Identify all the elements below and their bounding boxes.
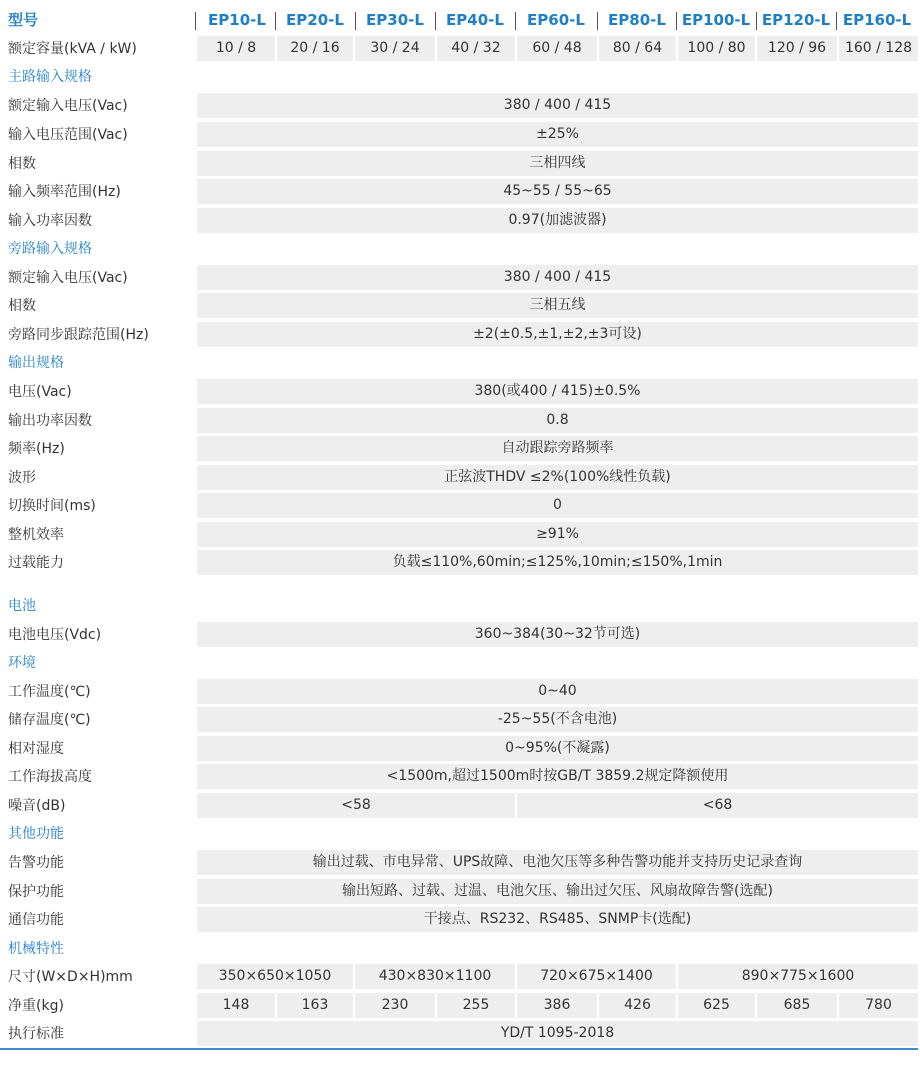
weight-ep40: 255 [437,993,515,1018]
capacity-ep10: 10 / 8 [197,36,275,61]
spec-value: 干接点、RS232、RS485、SNMP卡(选配) [197,907,918,932]
spec-value: 自动跟踪旁路频率 [197,436,918,461]
spec-value: 0.8 [197,408,918,433]
spec-value: 三相四线 [197,151,918,176]
section-title-environment: 环境 [8,655,36,671]
bottom-divider [0,1048,918,1050]
section-title-bypass-input: 旁路输入规格 [8,241,92,257]
spec-value: 45~55 / 55~65 [197,179,918,204]
spec-label: 波形 [8,470,36,486]
spec-row [0,92,918,120]
section-title-other: 其他功能 [8,826,64,842]
spec-row [0,150,918,178]
spec-row [0,121,918,149]
model-ep40: EP40-L [446,11,504,29]
spec-value: 360~384(30~32节可选) [197,622,918,647]
model-ep120: EP120-L [761,11,831,29]
header-divider [195,12,196,30]
spec-row [0,706,918,734]
spec-row [0,878,918,906]
spec-row [0,207,918,235]
spec-row [0,549,918,577]
spec-label: 工作温度(℃) [8,684,91,700]
model-ep20: EP20-L [286,11,344,29]
spec-value: ≥91% [197,522,918,547]
spec-label: 相数 [8,156,36,172]
spec-value: ±2(±0.5,±1,±2,±3可设) [197,322,918,347]
standard-row [0,1020,918,1048]
spec-label: 输出功率因数 [8,413,92,429]
noise-value-small: <58 [197,793,515,818]
weight-ep120: 685 [757,993,837,1018]
model-ep60: EP60-L [527,11,585,29]
spec-row [0,735,918,763]
spec-row [0,763,918,791]
capacity-ep160: 160 / 128 [839,36,918,61]
capacity-ep80: 80 / 64 [599,36,676,61]
size-row [0,963,918,991]
spec-value: 三相五线 [197,293,918,318]
spec-row [0,264,918,292]
spec-row [0,678,918,706]
size-label: 尺寸(W×D×H)mm [8,969,133,985]
spec-label: 输入频率范围(Hz) [8,184,121,200]
spec-label: 告警功能 [8,855,64,871]
capacity-ep40: 40 / 32 [437,36,515,61]
spec-row [0,464,918,492]
spec-label: 工作海拔高度 [8,769,92,785]
spec-label: 整机效率 [8,527,64,543]
noise-row [0,792,918,820]
section-title-mechanical: 机械特性 [8,941,64,957]
spec-value: 负载≤110%,60min;≤125%,10min;≤150%,1min [197,550,918,575]
section-title-main-input: 主路输入规格 [8,69,92,85]
weight-ep30: 230 [355,993,435,1018]
spec-value: 正弦波THDV ≤2%(100%线性负载) [197,465,918,490]
size-value: 430×830×1100 [355,964,515,989]
weight-row [0,992,918,1020]
model-ep80: EP80-L [608,11,666,29]
capacity-label: 额定容量(kVA / kW) [8,41,137,57]
model-ep30: EP30-L [366,11,424,29]
spec-row [0,435,918,463]
section-title-battery: 电池 [8,598,36,614]
size-value: 890×775×1600 [678,964,918,989]
spec-label: 过载能力 [8,555,64,571]
spec-row [0,292,918,320]
capacity-row [0,35,918,63]
section-title-output: 输出规格 [8,355,64,371]
spec-label: 输入功率因数 [8,213,92,229]
spec-value: <1500m,超过1500m时按GB/T 3859.2规定降额使用 [197,764,918,789]
spec-row [0,321,918,349]
spec-value: 380 / 400 / 415 [197,93,918,118]
spec-label: 切换时间(ms) [8,498,96,514]
spec-row [0,849,918,877]
weight-ep80: 426 [599,993,676,1018]
spec-value: 380(或400 / 415)±0.5% [197,379,918,404]
spec-row [0,178,918,206]
spec-value: 0 [197,493,918,518]
weight-ep100: 625 [678,993,755,1018]
capacity-ep30: 30 / 24 [355,36,435,61]
weight-ep10: 148 [197,993,275,1018]
noise-label: 噪音(dB) [8,798,66,814]
spec-label: 输入电压范围(Vac) [8,127,128,143]
weight-ep160: 780 [839,993,918,1018]
spec-label: 电压(Vac) [8,384,72,400]
spec-label: 额定输入电压(Vac) [8,270,128,286]
size-value: 720×675×1400 [517,964,676,989]
model-label: 型号 [8,11,39,29]
spec-label: 储存温度(℃) [8,712,91,728]
spec-label: 频率(Hz) [8,441,65,457]
spec-value: 380 / 400 / 415 [197,265,918,290]
spec-label: 额定输入电压(Vac) [8,98,128,114]
spec-value: 输出过载、市电异常、UPS故障、电池欠压等多种告警功能并支持历史记录查询 [197,850,918,875]
capacity-ep20: 20 / 16 [277,36,353,61]
spec-label: 电池电压(Vdc) [8,627,102,643]
spec-label: 保护功能 [8,884,64,900]
spec-value: -25~55(不含电池) [197,707,918,732]
model-ep10: EP10-L [208,11,266,29]
model-ep160: EP160-L [842,11,912,29]
spec-label: 旁路同步跟踪范围(Hz) [8,327,149,343]
model-ep100: EP100-L [681,11,751,29]
spec-row [0,407,918,435]
spec-label: 相对湿度 [8,741,64,757]
standard-value: YD/T 1095-2018 [197,1021,918,1046]
capacity-ep100: 100 / 80 [678,36,755,61]
spec-label: 通信功能 [8,912,64,928]
standard-label: 执行标准 [8,1026,64,1042]
spec-label: 相数 [8,298,36,314]
spec-row [0,378,918,406]
spec-value: 0~40 [197,679,918,704]
spec-row [0,621,918,649]
weight-label: 净重(kg) [8,998,64,1014]
spec-value: 0.97(加滤波器) [197,208,918,233]
capacity-ep120: 120 / 96 [757,36,837,61]
spec-value: 0~95%(不凝露) [197,736,918,761]
spec-row [0,492,918,520]
capacity-ep60: 60 / 48 [517,36,597,61]
spec-value: 输出短路、过载、过温、电池欠压、输出过欠压、风扇故障告警(选配) [197,879,918,904]
spec-row [0,906,918,934]
weight-ep20: 163 [277,993,353,1018]
weight-ep60: 386 [517,993,597,1018]
noise-value-large: <68 [517,793,918,818]
spec-value: ±25% [197,122,918,147]
size-value: 350×650×1050 [197,964,353,989]
spec-row [0,521,918,549]
